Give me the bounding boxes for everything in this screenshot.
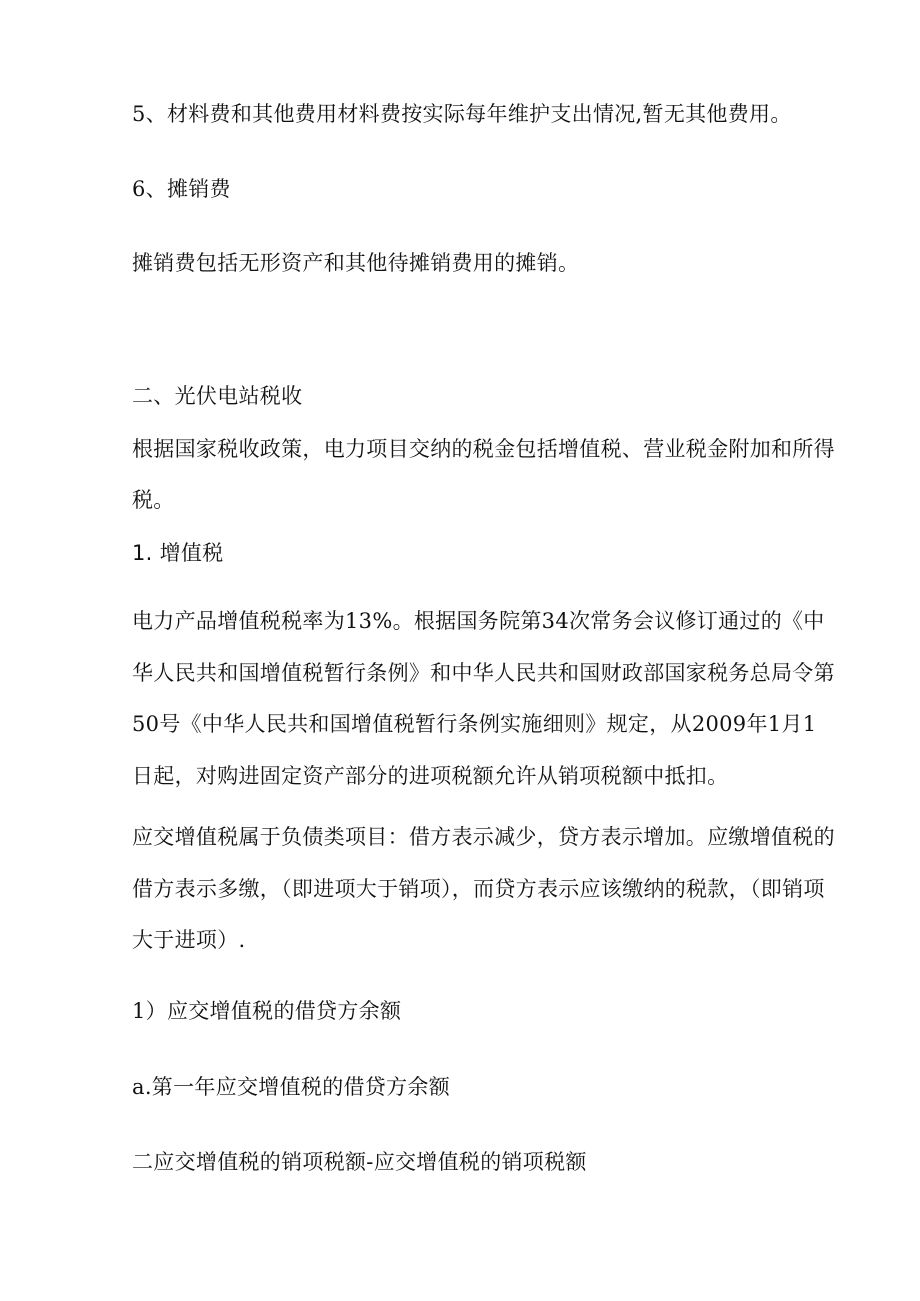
subitem-1-vat-balance: 1）应交增值税的借贷方余额 <box>132 999 402 1023</box>
vat-rate-paragraph-line-4: 日起，对购进固定资产部分的进项税额允许从销项税额中抵扣。 <box>132 764 729 788</box>
vat-formula-line: 二应交增值税的销项税额-应交增值税的销项税额 <box>132 1150 587 1174</box>
item-5-materials-cost: 5、材料费和其他费用材料费按实际每年维护支出情况,暂无其他费用。 <box>132 102 792 126</box>
vat-rate-paragraph-line-1: 电力产品增值税税率为13%。根据国务院第34次常务会议修订通过的《中 <box>132 609 825 633</box>
amortization-description: 摊销费包括无形资产和其他待摊销费用的摊销。 <box>132 251 580 275</box>
section-heading-pv-tax: 二、光伏电站税收 <box>132 384 303 408</box>
tax-policy-paragraph-line-2: 税。 <box>132 488 175 512</box>
vat-rate-paragraph-line-3: 50号《中华人民共和国增值税暂行条例实施细则》规定，从2009年1月1 <box>132 712 817 736</box>
subitem-a-first-year-balance: a.第一年应交增值税的借贷方余额 <box>132 1075 450 1099</box>
subheading-vat: 1. 增值税 <box>132 541 224 565</box>
vat-liability-paragraph-line-3: 大于进项）. <box>132 928 246 952</box>
tax-policy-paragraph-line-1: 根据国家税收政策，电力项目交纳的税金包括增值税、营业税金附加和所得 <box>132 437 835 461</box>
vat-liability-paragraph-line-1: 应交增值税属于负债类项目：借方表示减少，贷方表示增加。应缴增值税的 <box>132 825 835 849</box>
vat-liability-paragraph-line-2: 借方表示多缴，（即进项大于销项），而贷方表示应该缴纳的税款，（即销项 <box>132 877 825 901</box>
vat-rate-paragraph-line-2: 华人民共和国增值税暂行条例》和中华人民共和国财政部国家税务总局令第 <box>132 661 835 685</box>
item-6-amortization-heading: 6、摊销费 <box>132 177 231 201</box>
